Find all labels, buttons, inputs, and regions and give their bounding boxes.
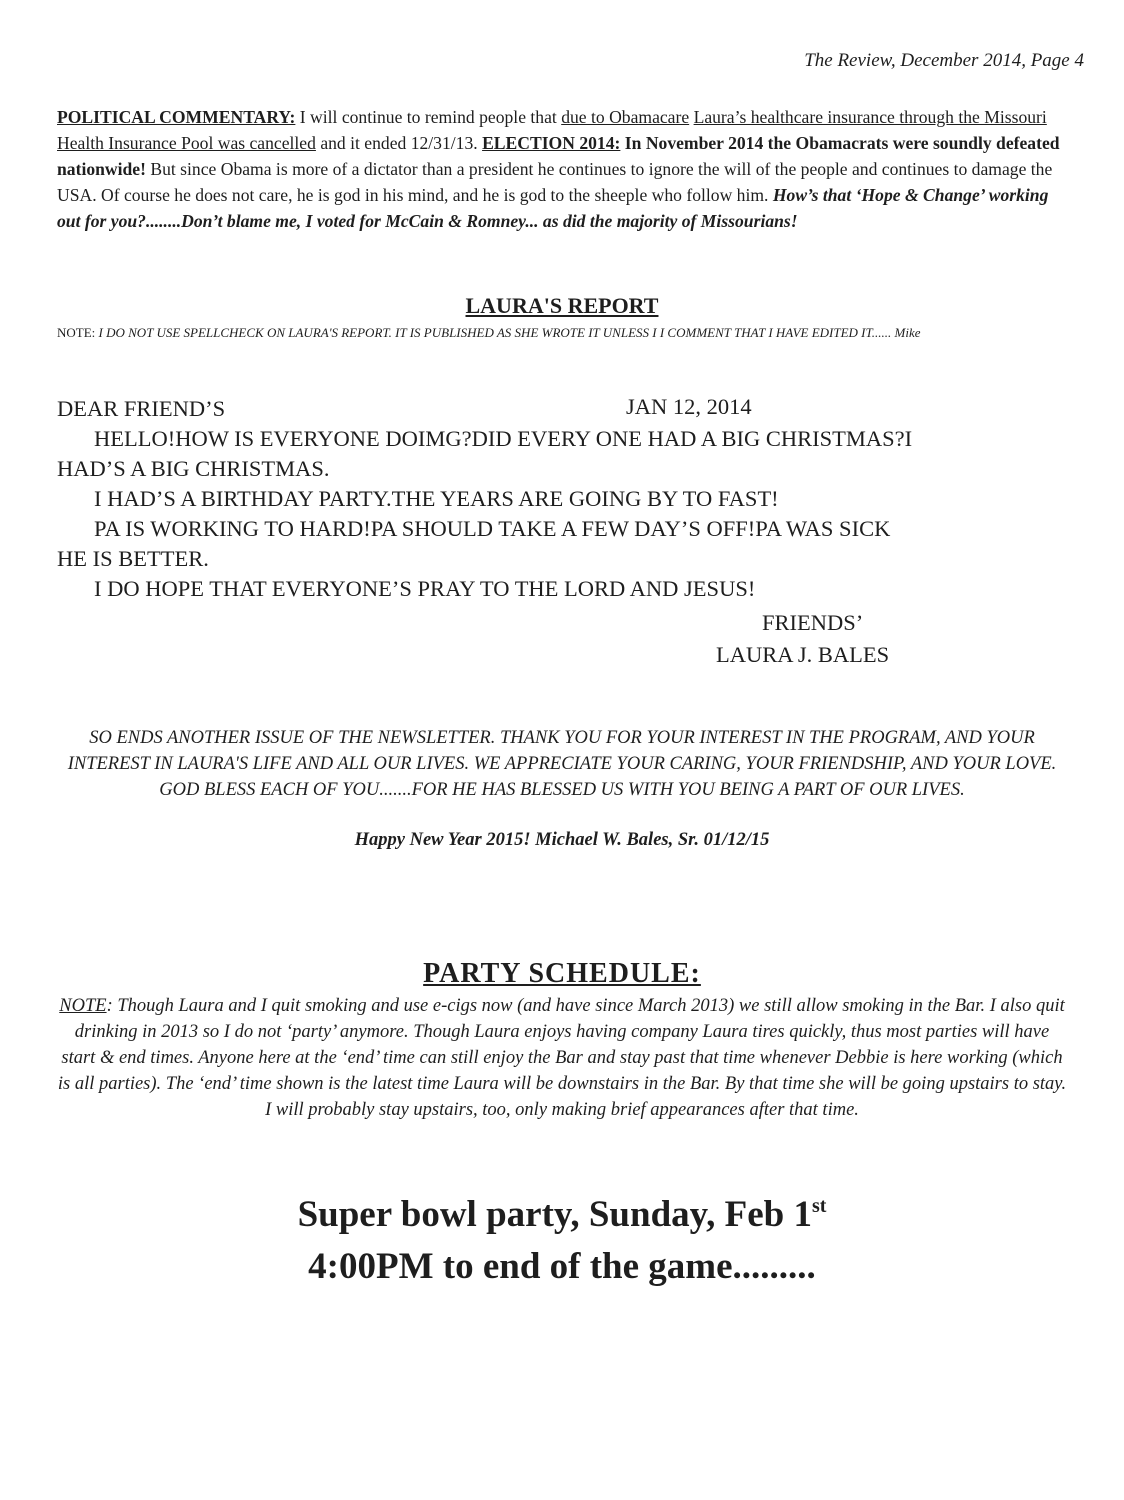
letter-signature: LAURA J. BALES — [716, 642, 890, 667]
letter-line-5: HE IS BETTER. — [57, 546, 209, 571]
political-label: POLITICAL COMMENTARY: — [57, 107, 296, 127]
obamacare-underline: due to Obamacare — [561, 107, 690, 127]
closing-message: SO ENDS ANOTHER ISSUE OF THE NEWSLETTER. THANK YOU FOR YOUR INTEREST IN THE PROGRAM, AND YOUR INTEREST IN LAURA'S LIFE AND ALL OUR LIVES. WE APPRECIATE YOUR CARING, YOUR FRIENDSHIP, AND YOUR LOVE. GOD BLESS EACH OF YOU.......FOR HE HAS BLESSED US WITH YOU BEING A PART OF OUR LIVES. — [67, 728, 1057, 800]
laura-letter — [57, 394, 1067, 604]
political-commentary — [57, 104, 1067, 234]
laura-report-note: NOTE: I DO NOT USE SPELLCHECK ON LAURA'S REPORT. IT IS PUBLISHED AS SHE WROTE IT UNLESS I I COMMENT THAT I HAVE EDITED IT...... Mike — [57, 325, 921, 340]
event-title: Super bowl party, Sunday, Feb 1st — [297, 1194, 827, 1235]
political-text-1: I will continue to remind people that — [295, 107, 562, 127]
party-note: NOTE: Though Laura and I quit smoking and use e-cigs now (and have since March 2013) we still allow smoking in the Bar. I also quit drinking in 2013 so I do not ‘party’ anymore. Though Laura enjoys having company Laura tires quickly, thus most parties will have start & end times. Anyone here at the ‘end’ time can still enjoy the Bar and stay past that time whenever Debbie is here working (which is all parties). The ‘end’ time shown is the latest time Laura will be downstairs in the Bar. By that time she will be going upstairs to stay. I will probably stay upstairs, too, only making brief appearances after that time. — [57, 996, 1067, 1120]
laura-report-title: LAURA'S REPORT — [465, 293, 659, 318]
letter-line-6: I DO HOPE THAT EVERYONE’S PRAY TO THE LORD AND JESUS! — [94, 576, 756, 601]
insurance-underline: Laura’s healthcare insurance through the Missouri Health Insurance Pool was cancelled — [57, 107, 1047, 153]
running-head: The Review, December 2014, Page 4 — [804, 50, 1084, 71]
election-bold: In November 2014 the Obamacrats were soundly defeated nationwide! — [57, 133, 1060, 179]
event-time: 4:00PM to end of the game......... — [308, 1246, 816, 1287]
political-closing: How’s that ‘Hope & Change’ working out for you?........Don’t blame me, I voted for McCain & Romney... as did the majority of Missourians! — [57, 185, 1049, 231]
superbowl-event — [0, 1180, 1124, 1293]
editor-signoff: Happy New Year 2015! Michael W. Bales, Sr. 01/12/15 — [354, 830, 770, 850]
letter-line-1: HELLO!HOW IS EVERYONE DOIMG?DID EVERY ONE HAD A BIG CHRISTMAS?I — [94, 426, 913, 451]
letter-closing: FRIENDS’ — [762, 610, 864, 635]
letter-line-4: PA IS WORKING TO HARD!PA SHOULD TAKE A FEW DAY’S OFF!PA WAS SICK — [94, 516, 891, 541]
letter-greeting: DEAR FRIEND’S — [57, 396, 226, 421]
letter-date: JAN 12, 2014 — [626, 394, 752, 419]
election-label: ELECTION 2014: — [482, 133, 621, 153]
letter-line-3: I HAD’S A BIRTHDAY PARTY.THE YEARS ARE GOING BY TO FAST! — [94, 486, 779, 511]
political-text-2: and it ended 12/31/13. — [315, 133, 483, 153]
party-note-label: NOTE — [59, 996, 107, 1016]
letter-line-2: HAD’S A BIG CHRISTMAS. — [57, 456, 330, 481]
party-schedule-title: PARTY SCHEDULE: — [423, 958, 701, 989]
political-text-3: But since Obama is more of a dictator than a president he continues to ignore the will of the people and continues to damage the USA. Of course he does not care, he is god in his mind, and he is god to the sheeple who follow him. — [57, 159, 1053, 205]
